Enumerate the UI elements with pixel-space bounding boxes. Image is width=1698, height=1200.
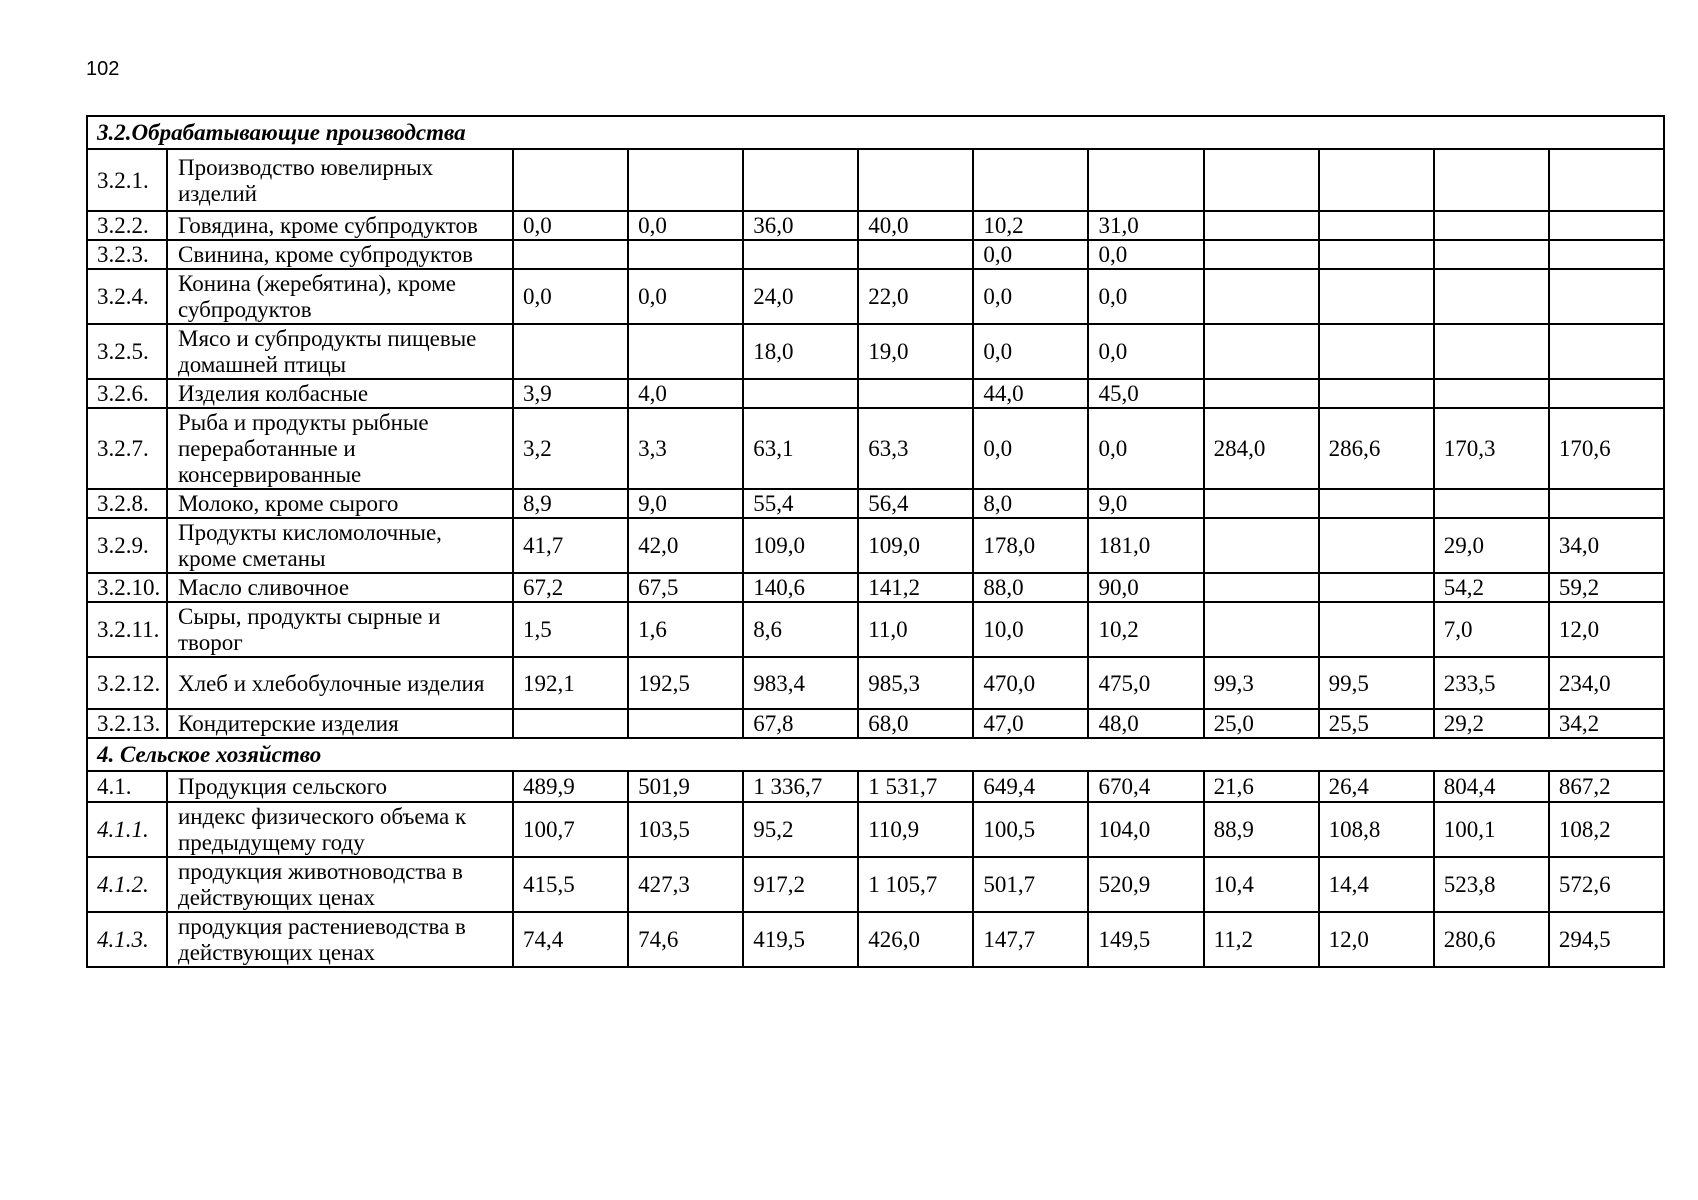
table-row <box>87 211 1664 240</box>
value-cell: 475,0 <box>1088 657 1203 709</box>
value-cell: 63,3 <box>858 408 973 489</box>
table-row <box>87 709 1664 738</box>
value-cell <box>1204 379 1319 408</box>
value-cell <box>628 324 743 379</box>
value-cell: 19,0 <box>858 324 973 379</box>
value-cell: 25,0 <box>1204 709 1319 738</box>
value-cell: 983,4 <box>743 657 858 709</box>
table-row <box>87 408 1664 489</box>
value-cell <box>1319 573 1434 602</box>
value-cell: 415,5 <box>513 857 628 912</box>
value-cell <box>743 379 858 408</box>
value-cell <box>628 149 743 211</box>
value-cell <box>1434 269 1549 324</box>
value-cell: 110,9 <box>858 802 973 857</box>
value-cell <box>1204 573 1319 602</box>
value-cell: 10,2 <box>973 211 1088 240</box>
value-cell: 29,2 <box>1434 709 1549 738</box>
value-cell: 42,0 <box>628 518 743 573</box>
table-row <box>87 489 1664 518</box>
value-cell: 233,5 <box>1434 657 1549 709</box>
value-cell: 11,2 <box>1204 912 1319 967</box>
value-cell <box>1204 602 1319 657</box>
section-row <box>87 116 1664 149</box>
value-cell: 470,0 <box>973 657 1088 709</box>
value-cell: 1 105,7 <box>858 857 973 912</box>
row-name: Хлеб и хлебобулочные изделия <box>167 657 513 709</box>
value-cell <box>743 149 858 211</box>
value-cell: 108,2 <box>1549 802 1664 857</box>
row-number: 3.2.3. <box>87 240 167 269</box>
value-cell <box>1549 269 1664 324</box>
value-cell: 40,0 <box>858 211 973 240</box>
value-cell: 141,2 <box>858 573 973 602</box>
table-row <box>87 602 1664 657</box>
section-title: 3.2.Обрабатывающие производства <box>87 116 1664 149</box>
value-cell: 670,4 <box>1088 771 1203 802</box>
value-cell <box>973 149 1088 211</box>
value-cell <box>1434 489 1549 518</box>
value-cell: 192,5 <box>628 657 743 709</box>
value-cell: 74,4 <box>513 912 628 967</box>
value-cell: 25,5 <box>1319 709 1434 738</box>
value-cell: 917,2 <box>743 857 858 912</box>
value-cell: 0,0 <box>513 269 628 324</box>
row-number: 3.2.11. <box>87 602 167 657</box>
row-name: Продукты кисломолочные, кроме сметаны <box>167 518 513 573</box>
value-cell: 1,5 <box>513 602 628 657</box>
value-cell: 804,4 <box>1434 771 1549 802</box>
value-cell <box>1204 211 1319 240</box>
table-row <box>87 771 1664 802</box>
value-cell <box>1319 518 1434 573</box>
value-cell <box>1434 324 1549 379</box>
value-cell <box>513 709 628 738</box>
value-cell: 12,0 <box>1549 602 1664 657</box>
value-cell <box>1319 489 1434 518</box>
value-cell <box>628 240 743 269</box>
value-cell: 24,0 <box>743 269 858 324</box>
value-cell: 294,5 <box>1549 912 1664 967</box>
value-cell: 22,0 <box>858 269 973 324</box>
row-name: Кондитерские изделия <box>167 709 513 738</box>
value-cell: 3,9 <box>513 379 628 408</box>
value-cell: 0,0 <box>628 269 743 324</box>
statistics-table <box>86 115 1665 968</box>
row-name: Говядина, кроме субпродуктов <box>167 211 513 240</box>
value-cell: 0,0 <box>1088 324 1203 379</box>
row-name: индекс физического объема к предыдущему году <box>167 802 513 857</box>
value-cell: 8,9 <box>513 489 628 518</box>
value-cell: 21,6 <box>1204 771 1319 802</box>
value-cell: 55,4 <box>743 489 858 518</box>
table-row <box>87 269 1664 324</box>
value-cell: 48,0 <box>1088 709 1203 738</box>
value-cell: 0,0 <box>1088 408 1203 489</box>
row-name: Масло сливочное <box>167 573 513 602</box>
value-cell: 29,0 <box>1434 518 1549 573</box>
value-cell: 54,2 <box>1434 573 1549 602</box>
value-cell: 0,0 <box>973 408 1088 489</box>
value-cell <box>1434 240 1549 269</box>
table-row <box>87 573 1664 602</box>
value-cell: 234,0 <box>1549 657 1664 709</box>
value-cell: 88,0 <box>973 573 1088 602</box>
value-cell <box>1204 149 1319 211</box>
row-name: Производство ювелирных изделий <box>167 149 513 211</box>
value-cell: 0,0 <box>513 211 628 240</box>
value-cell: 10,4 <box>1204 857 1319 912</box>
value-cell: 99,5 <box>1319 657 1434 709</box>
value-cell: 18,0 <box>743 324 858 379</box>
table-row <box>87 518 1664 573</box>
value-cell: 286,6 <box>1319 408 1434 489</box>
value-cell: 0,0 <box>1088 269 1203 324</box>
row-name: Мясо и субпродукты пищевые домашней птицы <box>167 324 513 379</box>
value-cell <box>1319 324 1434 379</box>
value-cell <box>1319 379 1434 408</box>
value-cell: 63,1 <box>743 408 858 489</box>
table-row <box>87 149 1664 211</box>
value-cell: 36,0 <box>743 211 858 240</box>
row-number: 3.2.13. <box>87 709 167 738</box>
value-cell: 1,6 <box>628 602 743 657</box>
row-number: 4.1.1. <box>87 802 167 857</box>
value-cell: 523,8 <box>1434 857 1549 912</box>
row-name: Изделия колбасные <box>167 379 513 408</box>
value-cell: 170,3 <box>1434 408 1549 489</box>
value-cell: 56,4 <box>858 489 973 518</box>
value-cell <box>1204 240 1319 269</box>
table-row <box>87 379 1664 408</box>
value-cell: 489,9 <box>513 771 628 802</box>
value-cell: 10,0 <box>973 602 1088 657</box>
value-cell: 181,0 <box>1088 518 1203 573</box>
value-cell: 426,0 <box>858 912 973 967</box>
value-cell <box>513 149 628 211</box>
value-cell <box>1549 211 1664 240</box>
value-cell: 8,0 <box>973 489 1088 518</box>
row-name: продукция животноводства в действующих ценах <box>167 857 513 912</box>
value-cell: 26,4 <box>1319 771 1434 802</box>
value-cell: 67,5 <box>628 573 743 602</box>
row-name: Сыры, продукты сырные и творог <box>167 602 513 657</box>
table-body <box>87 116 1664 967</box>
value-cell <box>1319 149 1434 211</box>
page-number: 102 <box>86 58 120 80</box>
value-cell: 280,6 <box>1434 912 1549 967</box>
value-cell: 170,6 <box>1549 408 1664 489</box>
value-cell <box>1434 211 1549 240</box>
value-cell <box>1204 324 1319 379</box>
value-cell: 95,2 <box>743 802 858 857</box>
value-cell <box>1204 489 1319 518</box>
value-cell <box>1319 602 1434 657</box>
value-cell: 9,0 <box>1088 489 1203 518</box>
row-number: 4.1. <box>87 771 167 802</box>
row-number: 3.2.9. <box>87 518 167 573</box>
section-row <box>87 738 1664 771</box>
value-cell: 100,1 <box>1434 802 1549 857</box>
table-row <box>87 802 1664 857</box>
value-cell <box>743 240 858 269</box>
value-cell: 3,3 <box>628 408 743 489</box>
row-number: 3.2.10. <box>87 573 167 602</box>
value-cell: 10,2 <box>1088 602 1203 657</box>
row-number: 3.2.2. <box>87 211 167 240</box>
value-cell: 9,0 <box>628 489 743 518</box>
value-cell: 11,0 <box>858 602 973 657</box>
value-cell: 8,6 <box>743 602 858 657</box>
row-name: Конина (жеребятина), кроме субпродуктов <box>167 269 513 324</box>
value-cell: 572,6 <box>1549 857 1664 912</box>
value-cell: 100,5 <box>973 802 1088 857</box>
value-cell <box>858 149 973 211</box>
value-cell: 108,8 <box>1319 802 1434 857</box>
value-cell <box>1319 269 1434 324</box>
value-cell: 100,7 <box>513 802 628 857</box>
value-cell <box>1549 379 1664 408</box>
row-number: 3.2.8. <box>87 489 167 518</box>
value-cell <box>513 240 628 269</box>
value-cell <box>1549 149 1664 211</box>
row-number: 4.1.3. <box>87 912 167 967</box>
table-row <box>87 657 1664 709</box>
value-cell: 103,5 <box>628 802 743 857</box>
value-cell: 192,1 <box>513 657 628 709</box>
value-cell <box>513 324 628 379</box>
value-cell: 47,0 <box>973 709 1088 738</box>
value-cell: 0,0 <box>973 324 1088 379</box>
value-cell: 7,0 <box>1434 602 1549 657</box>
value-cell <box>1549 489 1664 518</box>
value-cell: 419,5 <box>743 912 858 967</box>
table-row <box>87 324 1664 379</box>
value-cell: 68,0 <box>858 709 973 738</box>
value-cell: 501,9 <box>628 771 743 802</box>
value-cell <box>1319 211 1434 240</box>
value-cell: 67,2 <box>513 573 628 602</box>
row-number: 3.2.7. <box>87 408 167 489</box>
value-cell: 149,5 <box>1088 912 1203 967</box>
value-cell: 90,0 <box>1088 573 1203 602</box>
value-cell: 104,0 <box>1088 802 1203 857</box>
value-cell <box>1549 240 1664 269</box>
value-cell: 41,7 <box>513 518 628 573</box>
row-number: 3.2.1. <box>87 149 167 211</box>
value-cell <box>1319 240 1434 269</box>
value-cell: 12,0 <box>1319 912 1434 967</box>
value-cell: 34,2 <box>1549 709 1664 738</box>
value-cell: 14,4 <box>1319 857 1434 912</box>
value-cell: 178,0 <box>973 518 1088 573</box>
value-cell <box>1549 324 1664 379</box>
value-cell: 109,0 <box>743 518 858 573</box>
value-cell: 3,2 <box>513 408 628 489</box>
row-name: продукция растениеводства в действующих ценах <box>167 912 513 967</box>
value-cell: 4,0 <box>628 379 743 408</box>
value-cell: 31,0 <box>1088 211 1203 240</box>
value-cell: 867,2 <box>1549 771 1664 802</box>
value-cell: 0,0 <box>973 240 1088 269</box>
table-row <box>87 912 1664 967</box>
value-cell: 45,0 <box>1088 379 1203 408</box>
value-cell <box>1204 269 1319 324</box>
table-row <box>87 857 1664 912</box>
value-cell: 44,0 <box>973 379 1088 408</box>
row-name: Продукция сельского <box>167 771 513 802</box>
value-cell: 0,0 <box>1088 240 1203 269</box>
value-cell: 1 336,7 <box>743 771 858 802</box>
value-cell: 427,3 <box>628 857 743 912</box>
value-cell <box>1434 149 1549 211</box>
value-cell: 59,2 <box>1549 573 1664 602</box>
value-cell: 520,9 <box>1088 857 1203 912</box>
value-cell: 284,0 <box>1204 408 1319 489</box>
value-cell <box>858 379 973 408</box>
value-cell: 88,9 <box>1204 802 1319 857</box>
value-cell: 74,6 <box>628 912 743 967</box>
row-name: Свинина, кроме субпродуктов <box>167 240 513 269</box>
value-cell: 147,7 <box>973 912 1088 967</box>
value-cell <box>1088 149 1203 211</box>
value-cell: 501,7 <box>973 857 1088 912</box>
value-cell: 109,0 <box>858 518 973 573</box>
value-cell <box>1434 379 1549 408</box>
table-row <box>87 240 1664 269</box>
value-cell: 99,3 <box>1204 657 1319 709</box>
value-cell: 649,4 <box>973 771 1088 802</box>
value-cell: 34,0 <box>1549 518 1664 573</box>
row-name: Молоко, кроме сырого <box>167 489 513 518</box>
value-cell <box>858 240 973 269</box>
row-name: Рыба и продукты рыбные переработанные и консервированные <box>167 408 513 489</box>
value-cell <box>1204 518 1319 573</box>
section-title: 4. Сельское хозяйство <box>87 738 1664 771</box>
value-cell: 67,8 <box>743 709 858 738</box>
value-cell: 0,0 <box>973 269 1088 324</box>
value-cell: 1 531,7 <box>858 771 973 802</box>
row-number: 4.1.2. <box>87 857 167 912</box>
row-number: 3.2.4. <box>87 269 167 324</box>
value-cell <box>628 709 743 738</box>
value-cell: 140,6 <box>743 573 858 602</box>
value-cell: 0,0 <box>628 211 743 240</box>
row-number: 3.2.12. <box>87 657 167 709</box>
row-number: 3.2.5. <box>87 324 167 379</box>
value-cell: 985,3 <box>858 657 973 709</box>
row-number: 3.2.6. <box>87 379 167 408</box>
